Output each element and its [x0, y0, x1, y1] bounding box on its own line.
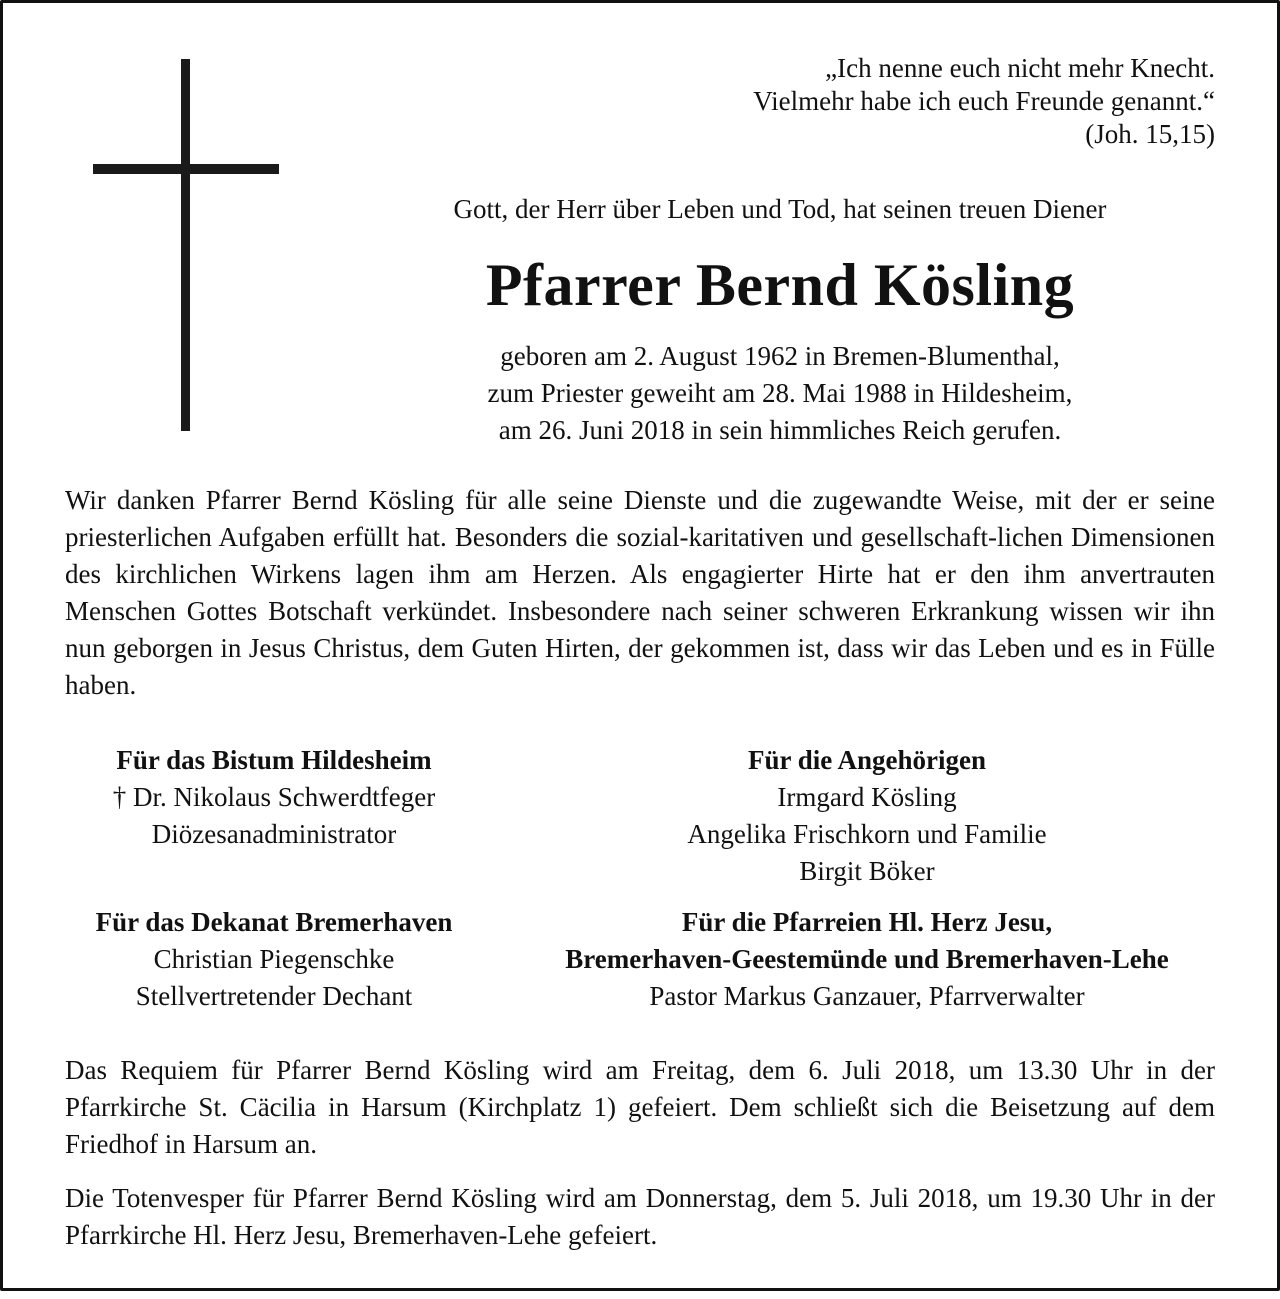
signatory-name: † Dr. Nikolaus Schwerdtfeger [112, 782, 436, 812]
signatory-name: Christian Piegenschke [153, 944, 395, 974]
signatory-title: Stellvertretender Dechant [135, 981, 413, 1011]
requiem-paragraph: Das Requiem für Pfarrer Bernd Kösling wird am Freitag, dem 6. Juli 2018, um 13.30 Uhr in der Pfarrkirche St. Cäcilia in Harsum (Kirchplatz 1) gefeiert. Dem schließt sich die Beisetzung auf dem Friedhof in Harsum an. [65, 1055, 1215, 1159]
signatory-family [510, 742, 1224, 890]
bible-quote [753, 52, 1215, 151]
quote-reference: (Joh. 15,15) [1085, 119, 1215, 149]
signatory-bistum [40, 742, 508, 853]
cross-horizontal-bar [93, 164, 279, 174]
cross-vertical-bar [181, 59, 190, 431]
intro-text: Gott, der Herr über Leben und Tod, hat seinen treuen Diener [453, 194, 1107, 224]
signatory-heading: Für die Angehörigen [747, 745, 987, 775]
death-line: am 26. Juni 2018 in sein himmliches Reich gerufen. [498, 415, 1062, 445]
signatory-heading: Für das Bistum Hildesheim [116, 745, 432, 775]
tribute-paragraph: Wir danken Pfarrer Bernd Kösling für alle seine Dienste und die zugewandte Weise, mit der er seine priesterlichen Aufgaben erfüllt hat. Besonders die sozial-karitativen und gesellschaft-lichen Dimensionen des kirchlichen Wirkens lagen ihm am Herzen. Als engagierter Hirte hat er den ihm anvertrauten Menschen Gottes Botschaft verkündet. Insbesondere nach seiner schweren Erkrankung wissen wir ihn nun geborgen in Jesus Christus, dem Guten Hirten, der gekommen ist, dass wir das Leben und es in Fülle haben. [65, 485, 1215, 700]
quote-line-2: Vielmehr habe ich euch Freunde genannt.“ [753, 86, 1215, 116]
family-member: Angelika Frischkorn und Familie [687, 819, 1047, 849]
signatory-heading-line-2: Bremerhaven-Geestemünde und Bremerhaven-Lehe [565, 944, 1169, 974]
life-dates [330, 338, 1230, 449]
signatory-parishes [510, 904, 1224, 1015]
quote-line-1: „Ich nenne euch nicht mehr Knecht. [825, 53, 1215, 83]
deceased-name: Pfarrer Bernd Kösling [485, 252, 1075, 318]
family-member: Birgit Böker [799, 856, 935, 886]
signatory-name: Pastor Markus Ganzauer, Pfarrverwalter [649, 981, 1085, 1011]
signatory-heading-line-1: Für die Pfarreien Hl. Herz Jesu, [681, 907, 1053, 937]
signatory-heading: Für das Dekanat Bremerhaven [95, 907, 453, 937]
ordination-line: zum Priester geweiht am 28. Mai 1988 in Hildesheim, [487, 378, 1073, 408]
vesper-paragraph: Die Totenvesper für Pfarrer Bernd Kösling wird am Donnerstag, dem 5. Juli 2018, um 19.30 Uhr in der Pfarrkirche Hl. Herz Jesu, Bremerhaven-Lehe gefeiert. [65, 1183, 1215, 1250]
signatory-dekanat [40, 904, 508, 1015]
birth-line: geboren am 2. August 1962 in Bremen-Blumenthal, [500, 341, 1060, 371]
signatory-title: Diözesanadministrator [151, 819, 397, 849]
family-member: Irmgard Kösling [777, 782, 957, 812]
